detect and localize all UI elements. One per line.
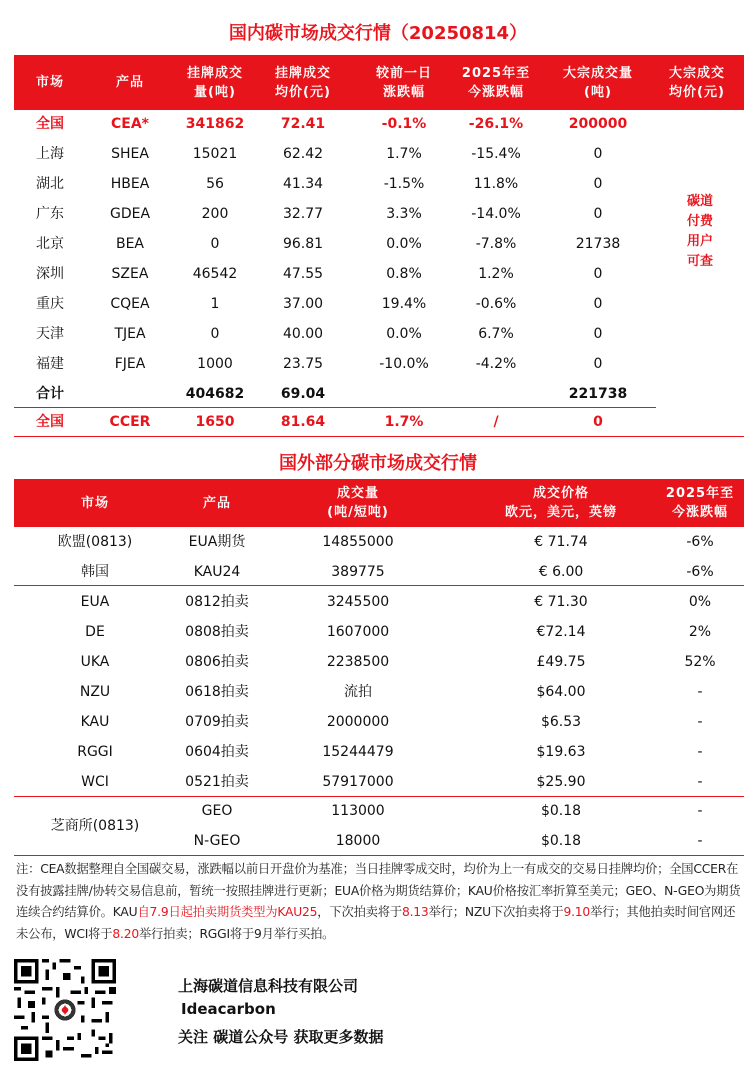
table-row — [0, 229, 756, 259]
header-label: 成交价格 — [532, 486, 589, 501]
table-cell: 福建 — [36, 356, 64, 372]
note-text: 注：CEA数据整理自全国碳交易，涨跌幅以前日开盘价为基准；当日挂牌零成交时，均价为上一有成交的交易日挂牌均价；全国CCER在没有披露挂牌/协转交易信息前，暂统一按照挂牌进行更新；EUA价格为期货结算价；KAU价格按汇率折算至美元；GEO、N-GEO为期货连续合约结算价。KAU — [16, 862, 741, 919]
table-cell: 1000 — [197, 356, 233, 372]
table-cell: GDEA — [109, 206, 151, 222]
header-label: 欧元，美元，英镑 — [504, 505, 617, 520]
table-cell: €72.14 — [536, 624, 586, 640]
table-cell: 1650 — [195, 414, 235, 430]
table-cell: 2238500 — [326, 654, 390, 670]
table-cell: 1.7% — [384, 414, 424, 430]
table-cell: 全国 — [36, 414, 64, 430]
table-cell: 221738 — [568, 386, 628, 402]
table-cell: 0 — [593, 414, 603, 430]
table-cell: € 71.74 — [534, 534, 588, 550]
header-label: 2025年至 — [665, 486, 735, 501]
table-cell: SZEA — [111, 266, 149, 282]
note-highlight: 8.20 — [112, 926, 139, 941]
table-cell: EUA — [80, 594, 110, 610]
table-cell: 0 — [593, 296, 603, 312]
table-row — [0, 407, 756, 437]
header-cell — [12, 55, 88, 110]
table-cell: - — [697, 744, 703, 760]
table-cell — [451, 379, 541, 409]
table-cell: 欧盟(0813) — [57, 534, 133, 550]
header-label: 较前一日 — [375, 65, 432, 81]
table-cell: TJEA — [114, 326, 146, 342]
table-cell: 46542 — [192, 266, 238, 282]
table-cell: -7.8% — [475, 236, 517, 252]
table-row — [0, 289, 756, 319]
header-label: (吨) — [584, 84, 612, 100]
header-cell — [548, 55, 648, 110]
table-cell: 21738 — [575, 236, 621, 252]
header-cell — [273, 479, 443, 527]
brand-name: Ideacarbon — [181, 1000, 276, 1018]
table-cell: 重庆 — [36, 296, 64, 312]
table-cell: BEA — [115, 236, 145, 252]
table-row — [0, 557, 756, 587]
divider-line — [14, 585, 744, 586]
table-cell: 69.04 — [280, 386, 326, 402]
market-cell: 芝商所(0813) — [50, 818, 140, 834]
table-row — [0, 707, 756, 737]
header-label: 产品 — [115, 75, 144, 90]
table-row — [0, 259, 756, 289]
table-cell: $64.00 — [536, 684, 586, 700]
table-cell: 47.55 — [282, 266, 324, 282]
note-text: 举行；其他拍卖时间官网还未公布，WCI将于 — [16, 905, 736, 941]
table-cell: 0806拍卖 — [185, 654, 249, 670]
table-cell: 19.4% — [381, 296, 427, 312]
foreign-header-row — [14, 479, 744, 527]
header-label: 市场 — [35, 75, 64, 90]
table-cell: - — [697, 774, 703, 790]
table-cell: 湖北 — [36, 176, 64, 192]
table-cell: 113000 — [331, 803, 385, 819]
divider-line — [14, 436, 744, 437]
table-cell: 流拍 — [344, 684, 372, 700]
table-cell: EUA期货 — [188, 534, 246, 550]
table-cell: 广东 — [36, 206, 64, 222]
table-cell: KAU — [80, 714, 110, 730]
header-cell — [171, 55, 259, 110]
footnote — [16, 859, 744, 945]
table-cell: -0.1% — [381, 116, 427, 132]
table-cell: -6% — [686, 564, 714, 580]
note-highlight: 9.10 — [563, 905, 591, 919]
header-label: 挂牌成交 — [274, 65, 331, 81]
note-text: ，下次拍卖将于 — [317, 905, 402, 919]
table-row — [0, 109, 756, 139]
table-cell: 3.3% — [386, 206, 422, 222]
table-row — [0, 737, 756, 767]
table-cell: 0618拍卖 — [185, 684, 249, 700]
table-row — [0, 617, 756, 647]
header-label: (吨/短吨) — [327, 505, 389, 520]
table-cell: UKA — [80, 654, 110, 670]
table-cell: 全国 — [36, 116, 64, 132]
table-cell: SHEA — [111, 146, 149, 162]
table-cell: 389775 — [331, 564, 385, 580]
table-cell: 0 — [593, 176, 603, 192]
table-cell: CCER — [109, 414, 151, 430]
header-cell — [461, 479, 661, 527]
table-cell: 1.2% — [478, 266, 514, 282]
table-row — [0, 647, 756, 677]
table-cell: -14.0% — [471, 206, 521, 222]
table-cell: 0 — [593, 266, 603, 282]
header-cell — [90, 55, 170, 110]
table-cell: 0.0% — [386, 326, 422, 342]
table-cell: WCI — [81, 774, 109, 790]
table-cell: € 71.30 — [534, 594, 588, 610]
table-cell: GEO — [201, 803, 233, 819]
table-cell: KAU24 — [193, 564, 241, 580]
table-cell: 韩国 — [81, 564, 109, 580]
table-cell: -26.1% — [468, 116, 524, 132]
header-label: 大宗成交 — [668, 65, 725, 81]
table-cell: -6% — [686, 534, 714, 550]
header-label: 涨跌幅 — [382, 84, 425, 100]
header-cell — [451, 55, 541, 110]
table-cell: - — [697, 684, 703, 700]
table-cell: - — [697, 833, 703, 849]
note-highlight: 8.13 — [401, 905, 429, 919]
table-cell: 0604拍卖 — [185, 744, 249, 760]
note-text: 举行拍卖；RGGI将于9月举行买拍。 — [138, 926, 335, 941]
table-cell: -4.2% — [475, 356, 517, 372]
foreign-title: 国外部分碳市场成交行情 — [279, 453, 477, 474]
table-row — [0, 677, 756, 707]
table-cell: 57917000 — [322, 774, 394, 790]
table-cell: 2000000 — [326, 714, 390, 730]
header-label: 大宗成交量 — [562, 65, 633, 81]
table-cell: 52% — [684, 654, 716, 670]
table-cell: CQEA — [110, 296, 150, 312]
table-cell: 32.77 — [282, 206, 324, 222]
header-cell — [20, 479, 170, 527]
table-cell: 96.81 — [282, 236, 324, 252]
table-cell: FJEA — [114, 356, 146, 372]
divider-line — [14, 855, 744, 856]
table-cell: 62.42 — [282, 146, 324, 162]
follow-text: 关注 碳道公众号 获取更多数据 — [178, 1028, 384, 1046]
header-label: 今涨跌幅 — [671, 505, 728, 520]
header-label: 市场 — [80, 495, 109, 511]
header-label: 今涨跌幅 — [467, 84, 524, 100]
table-cell: 40.00 — [282, 326, 324, 342]
table-cell: 15021 — [192, 146, 238, 162]
table-cell: 404682 — [185, 386, 245, 402]
table-cell: - — [697, 803, 703, 819]
table-cell: 0.0% — [386, 236, 422, 252]
header-cell — [167, 479, 267, 527]
header-label: 均价(元) — [275, 84, 331, 100]
table-cell: 56 — [206, 176, 224, 192]
table-cell: $6.53 — [540, 714, 582, 730]
table-cell: 2% — [688, 624, 712, 640]
table-cell: 深圳 — [36, 266, 64, 282]
table-row — [0, 199, 756, 229]
table-cell: 1607000 — [326, 624, 390, 640]
note-highlight: 自7.9日起拍卖期货类型为KAU25 — [137, 905, 318, 919]
table-cell: 上海 — [36, 146, 64, 162]
table-cell: 0 — [593, 206, 603, 222]
table-cell: 15244479 — [322, 744, 394, 760]
header-cell — [657, 55, 737, 110]
header-label: 量(吨) — [194, 84, 236, 100]
table-cell: 0709拍卖 — [185, 714, 249, 730]
table-cell: 1.7% — [386, 146, 422, 162]
table-cell: 0 — [593, 146, 603, 162]
header-label: 成交量 — [336, 486, 379, 501]
table-cell: 0% — [688, 594, 712, 610]
table-cell — [354, 379, 454, 409]
table-cell: 0 — [210, 236, 220, 252]
table-cell: £49.75 — [536, 654, 586, 670]
table-cell: € 6.00 — [538, 564, 584, 580]
table-cell: -10.0% — [379, 356, 429, 372]
table-cell: 23.75 — [282, 356, 324, 372]
table-cell: 200000 — [568, 116, 628, 132]
table-cell: HBEA — [110, 176, 150, 192]
paid-user-note: 碳道付费用户可查 — [686, 194, 713, 269]
table-cell: 天津 — [36, 326, 64, 342]
table-cell: 1 — [210, 296, 220, 312]
header-label: 挂牌成交 — [186, 65, 243, 81]
table-cell: 3245500 — [326, 594, 390, 610]
table-row — [0, 169, 756, 199]
table-cell: 0808拍卖 — [185, 624, 249, 640]
table-cell: 81.64 — [280, 414, 326, 430]
table-cell: - — [697, 714, 703, 730]
table-cell — [90, 379, 170, 409]
table-cell: -0.6% — [475, 296, 517, 312]
table-cell: 合计 — [36, 386, 64, 402]
table-cell: 14855000 — [322, 534, 394, 550]
table-cell: 200 — [201, 206, 229, 222]
header-cell — [655, 479, 745, 527]
qr-code-icon — [14, 959, 116, 1061]
table-cell: -15.4% — [471, 146, 521, 162]
header-label: 产品 — [202, 495, 231, 511]
domestic-title: 国内碳市场成交行情（20250814） — [228, 23, 528, 44]
table-cell: 0 — [593, 356, 603, 372]
divider-line — [14, 407, 656, 408]
table-row — [0, 379, 756, 409]
table-cell: 0521拍卖 — [185, 774, 249, 790]
table-row — [0, 767, 756, 797]
table-cell: 0 — [210, 326, 220, 342]
table-cell: 37.00 — [282, 296, 324, 312]
table-cell: 41.34 — [282, 176, 324, 192]
table-cell: $25.90 — [536, 774, 586, 790]
table-cell: NZU — [79, 684, 111, 700]
header-label: 均价(元) — [669, 84, 725, 100]
table-cell: RGGI — [77, 744, 113, 760]
table-row — [0, 587, 756, 617]
table-row — [0, 319, 756, 349]
table-cell: 6.7% — [478, 326, 514, 342]
table-cell: $0.18 — [540, 803, 582, 819]
table-cell: $0.18 — [540, 833, 582, 849]
table-cell: $19.63 — [536, 744, 586, 760]
table-cell: 11.8% — [473, 176, 519, 192]
table-cell: CEA* — [111, 116, 149, 132]
table-cell: 0 — [593, 326, 603, 342]
header-cell — [354, 55, 454, 110]
table-cell: / — [493, 414, 499, 430]
table-cell: 341862 — [185, 116, 245, 132]
header-label: 2025年至 — [461, 65, 531, 81]
table-row — [0, 139, 756, 169]
domestic-header-row — [14, 55, 744, 110]
table-cell: DE — [85, 624, 105, 640]
note-text: 举行；NZU下次拍卖将于 — [428, 905, 564, 919]
table-row — [0, 527, 756, 557]
table-cell: 72.41 — [280, 116, 326, 132]
header-cell — [259, 55, 347, 110]
table-cell: 0.8% — [386, 266, 422, 282]
table-cell: -1.5% — [383, 176, 425, 192]
table-cell: 18000 — [335, 833, 381, 849]
table-cell: 北京 — [36, 236, 64, 252]
table-cell: N-GEO — [193, 833, 241, 849]
company-name: 上海碳道信息科技有限公司 — [178, 977, 359, 995]
table-cell: 0812拍卖 — [185, 594, 249, 610]
table-row — [0, 349, 756, 379]
